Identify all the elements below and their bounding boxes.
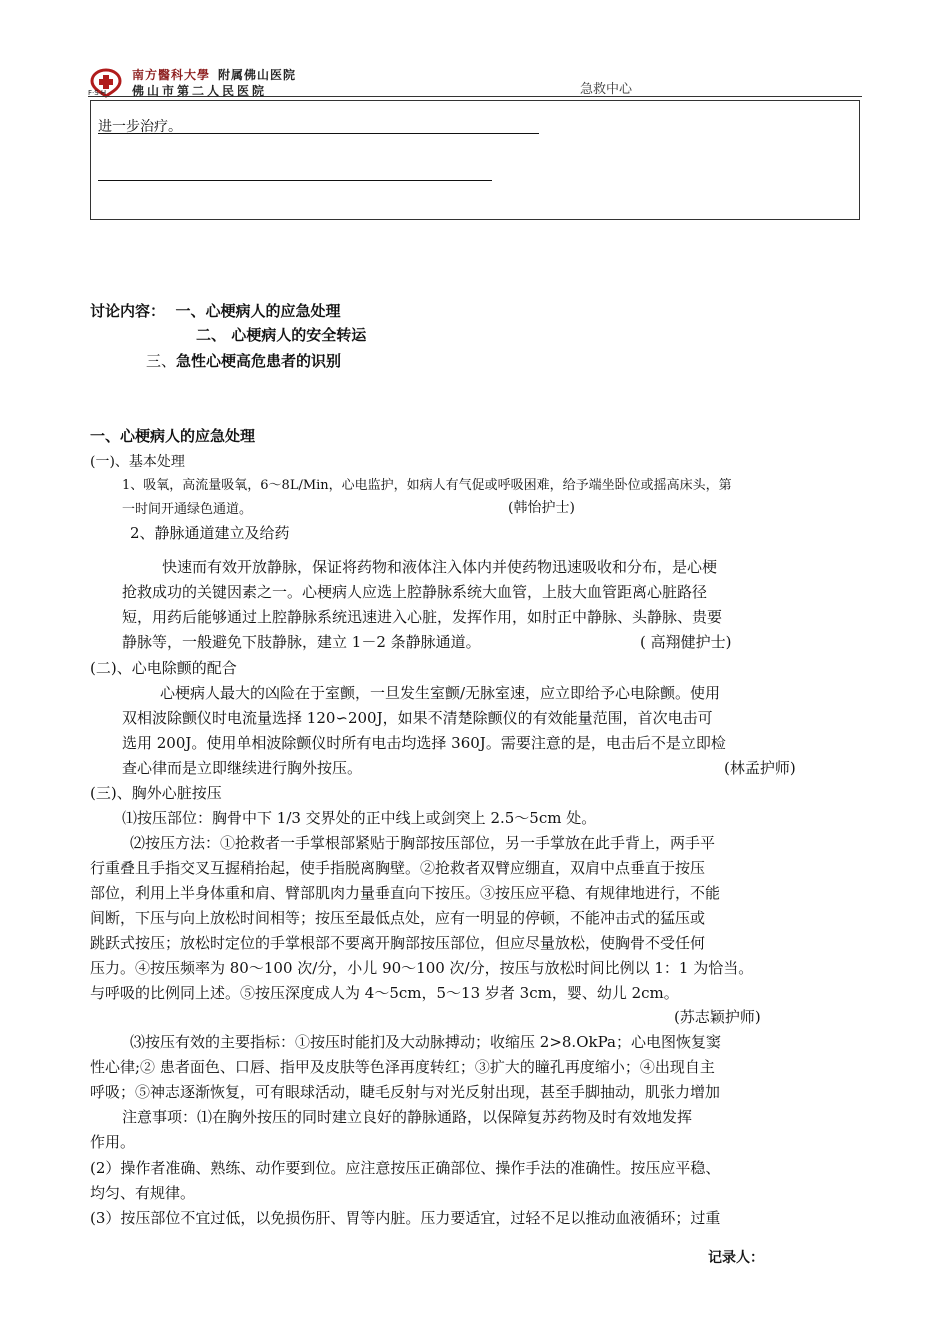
p5-line-7: 与呼吸的比例同上述。⑤按压深度成人为 4～5cm，5～13 岁者 3cm，婴、幼儿 2cm。 xyxy=(90,984,679,1002)
p1-line-1: 1、吸氧，高流量吸氧，6～8L/Min，心电监护，如病人有气促或呼吸困难，给予端坐卧位或摇高床头，第 xyxy=(122,478,732,493)
p6-line-3: 呼吸；⑤神志逐渐恢复，可有眼球活动，睫毛反射与对光反射出现，甚至手脚抽动，肌张力增加 xyxy=(90,1083,721,1101)
p2-line-3: 短，用药后能够通过上腔静脉系统迅速进入心脏，发挥作用，如肘正中静脉、头静脉、贵要 xyxy=(122,608,723,626)
recorder-label: 记录人： xyxy=(708,1250,764,1266)
underline-2 xyxy=(98,180,492,181)
p6-line-2: 性心律;② 患者面色、口唇、指甲及皮肤等色泽再度转红；③扩大的瞳孔再度缩小；④出现自主 xyxy=(90,1058,715,1076)
department-label: 急救中心 xyxy=(580,82,633,97)
p8-line-1: (2）操作者准确、熟练、动作要到位。应注意按压正确部位、操作手法的准确性。按压应平稳、 xyxy=(90,1159,721,1177)
university-name: 南方醫科大學 xyxy=(132,68,211,82)
subsection-defib: (二)、心电除颤的配合 xyxy=(90,659,237,677)
discussion-item-3: 急性心梗高危患者的识别 xyxy=(176,352,342,370)
p5-author: (苏志颖护师) xyxy=(674,1008,761,1026)
p7-line-1: 注意事项：⑴在胸外按压的同时建立良好的静脉通路，以保障复苏药物及时有效地发挥 xyxy=(122,1108,693,1126)
p2-line-1: 快速而有效开放静脉，保证将药物和液体注入体内并使药物迅速吸收和分布，是心梗 xyxy=(162,558,718,576)
p3-line-4: 查心律而是立即继续进行胸外按压。 xyxy=(122,759,363,777)
discussion-item-3-prefix: 三、 xyxy=(146,352,177,370)
underline-1 xyxy=(98,133,539,134)
p9-line: (3）按压部位不宜过低，以免损伤肝、胃等内脏。压力要适宜，过轻不足以推动血液循环；过重 xyxy=(90,1209,721,1227)
p2-line-4: 静脉等，一般避免下肢静脉，建立 1－2 条静脉通道。 xyxy=(122,633,481,651)
p1-line-2: 一时间开通绿色通道。 xyxy=(122,502,253,517)
p4-line: ⑴按压部位：胸骨中下 1/3 交界处的正中线上或剑突上 2.5～5cm 处。 xyxy=(122,809,597,827)
p8-line-2: 均匀、有规律。 xyxy=(90,1184,196,1202)
p3-line-2: 双相波除颤仪时电流量选择 120∽200J，如果不清楚除颤仪的有效能量范围，首次电击可 xyxy=(122,709,713,727)
p5-line-2: 行重叠且手指交叉互握稍抬起，使手指脱离胸壁。②抢救者双臂应绷直，双肩中点垂直于按压 xyxy=(90,859,706,877)
p5-line-4: 间断，下压与向上放松时间相等；按压至最低点处，应有一明显的停顿，不能冲击式的猛压或 xyxy=(90,909,706,927)
p2-title: 2、静脉通道建立及给药 xyxy=(130,524,290,542)
discussion-item-1: 一、心梗病人的应急处理 xyxy=(175,302,341,320)
p5-line-6: 压力。④按压频率为 80～100 次/分，小儿 90～100 次/分，按压与放松时间比例以 1：1 为恰当。 xyxy=(90,959,754,977)
p5-line-1: ⑵按压方法：①抢救者一手掌根部紧贴于胸部按压部位，另一手掌放在此手背上，两手平 xyxy=(130,834,716,852)
section-title: 一、心梗病人的应急处理 xyxy=(90,427,256,445)
subsection-cpr: (三)、胸外心脏按压 xyxy=(90,784,222,802)
p3-line-3: 选用 200J。使用单相波除颤仪时所有电击均选择 360J。需要注意的是，电击后不是立即检 xyxy=(122,734,726,752)
discussion-topic-3 xyxy=(146,350,341,371)
discussion-label: 讨论内容： xyxy=(90,302,166,320)
affiliate-name: 附属佛山医院 xyxy=(218,68,297,82)
p3-author: (林孟护师) xyxy=(724,759,796,777)
p7-line-2: 作用。 xyxy=(90,1133,136,1151)
logo-caption: F·S·H xyxy=(88,89,107,97)
p2-author: ( 高翔健护士) xyxy=(640,633,732,651)
box-text-line: 进一步治疗。 xyxy=(98,119,182,135)
p1-author: (韩怡护士) xyxy=(508,500,575,516)
notes-box xyxy=(90,100,860,220)
p2-line-2: 抢救成功的关键因素之一。心梗病人应选上腔静脉系统大血管，上肢大血管距离心脏路径 xyxy=(122,583,708,601)
p3-line-1: 心梗病人最大的凶险在于室颤，一旦发生室颤/无脉室速，应立即给予心电除颤。使用 xyxy=(160,684,721,702)
header-divider xyxy=(88,96,862,97)
hospital-name: 佛山市第二人民医院 xyxy=(132,84,268,98)
discussion-topic-1 xyxy=(90,300,340,321)
discussion-item-2: 二、 心梗病人的安全转运 xyxy=(196,326,367,344)
p5-line-5: 跳跃式按压；放松时定位的手掌根部不要离开胸部按压部位，但应尽量放松，使胸骨不受任何 xyxy=(90,934,706,952)
subsection-basic: (一)、基本处理 xyxy=(90,454,185,470)
p6-line-1: ⑶按压有效的主要指标：①按压时能扪及大动脉搏动；收缩压 2>8.OkPa；心电图恢复窦 xyxy=(130,1033,721,1051)
p5-line-3: 部位，利用上半身体重和肩、臂部肌肉力量垂直向下按压。③按压应平稳、有规律地进行，不能 xyxy=(90,884,721,902)
hospital-name-university xyxy=(132,66,296,83)
